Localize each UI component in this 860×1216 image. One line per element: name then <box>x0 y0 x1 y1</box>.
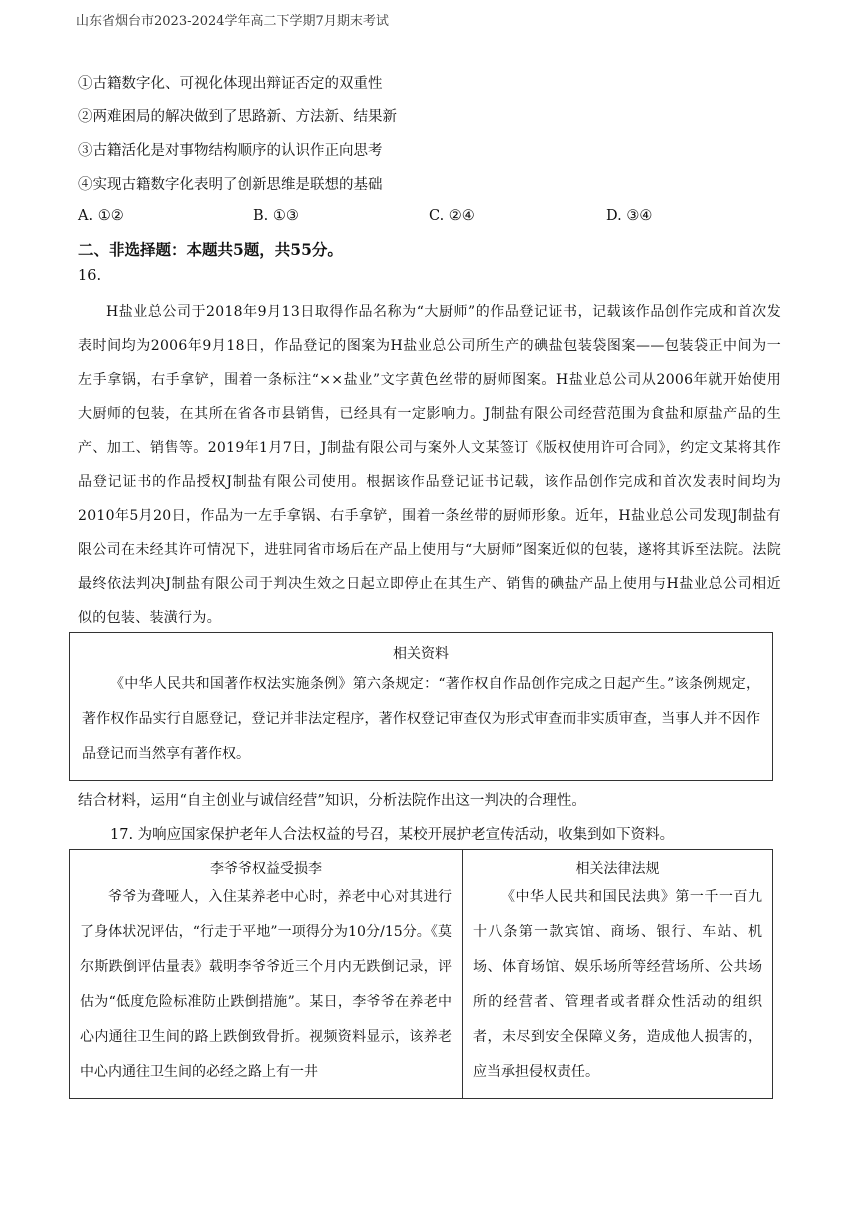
option-c: C. ②④ <box>429 208 475 224</box>
left-cell-text: 爷爷为聋哑人，入住某养老中心时，养老中心对其进行了身体状况评估，“行走于平地”一项得分为10分/15分。《莫尔斯跌倒评估量表》载明李爷爷近三个月内无跌倒记录，评估为“低度危险标准防止跌倒措施”。某日，李爷爷在养老中心内通往卫生间的路上跌倒致骨折。视频资料显示，该养老中心内通往卫生间的必经之路上有一井 <box>80 889 452 1080</box>
section-title: 二、非选择题：本题共5题，共55分。 <box>78 240 343 259</box>
option-b: B. ①③ <box>253 208 299 224</box>
box-text: 《中华人民共和国著作权法实施条例》第六条规定：“著作权自作品创作完成之日起产生。”该条例规定，著作权作品实行自愿登记，登记并非法定程序，著作权登记审查仅为形式审查而非实质审查，当事人并不因作品登记而当然享有著作权。 <box>82 676 760 762</box>
question-16-number: 16. <box>78 268 102 284</box>
statement-1: ①古籍数字化、可视化体现出辩证否定的双重性 <box>78 76 383 92</box>
option-d: D. ③④ <box>606 208 653 224</box>
question-17-table <box>69 849 773 1099</box>
related-materials-box <box>69 632 773 781</box>
statement-4: ④实现古籍数字化表明了创新思维是联想的基础 <box>78 177 383 193</box>
right-cell-text: 《中华人民共和国民法典》第一千一百九十八条第一款宾馆、商场、银行、车站、机场、体育场馆、娱乐场所等经营场所、公共场所的经营者、管理者或者群众性活动的组织者，未尽到安全保障义务，造成他人损害的，应当承担侵权责任。 <box>473 889 762 1080</box>
statement-3: ③古籍活化是对事物结构顺序的认识作正向思考 <box>78 143 383 159</box>
question-16-prompt: 结合材料，运用“自主创业与诚信经营”知识，分析法院作出这一判决的合理性。 <box>78 793 586 809</box>
table-right-cell <box>463 850 772 1098</box>
box-title: 相关资料 <box>393 646 449 662</box>
option-a: A. ①② <box>78 208 124 224</box>
right-cell-title: 相关法律法规 <box>575 861 660 877</box>
left-cell-title: 李爷爷权益受损李 <box>210 861 322 877</box>
material-paragraph: H盐业总公司于2018年9月13日取得作品名称为“大厨师”的作品登记证书，记载该作品创作完成和首次发表时间均为2006年9月18日，作品登记的图案为H盐业总公司所生产的碘盐包装袋图案——包装袋正中间为一左手拿锅，右手拿铲，围着一条标注“××盐业”文字黄色丝带的厨师图案。H盐业总公司从2006年就开始使用大厨师的包装，在其所在省各市县销售，已经具有一定影响力。J制盐有限公司经营范围为食盐和原盐产品的生产、加工、销售等。2019年1月7日，J制盐有限公司与案外人文某签订《版权使用许可合同》，约定文某将其作品登记证书的作品授权J制盐有限公司使用。根据该作品登记证书记载，该作品创作完成和首次发表时间均为2010年5月20日，作品为一左手拿锅、右手拿铲，围着一条丝带的厨师形象。近年，H盐业总公司发现J制盐有限公司在未经其许可情况下，进驻同省市场后在产品上使用与“大厨师”图案近似的包装，遂将其诉至法院。法院最终依法判决J制盐有限公司于判决生效之日起立即停止在其生产、销售的碘盐产品上使用与H盐业总公司相近似的包装、装潢行为。 <box>78 304 781 626</box>
table-left-cell <box>70 850 462 1098</box>
page-header: 山东省烟台市2023-2024学年高二下学期7月期末考试 <box>76 14 389 29</box>
question-16-material <box>78 295 781 635</box>
question-17-intro: 17. 为响应国家保护老年人合法权益的号召，某校开展护老宣传活动，收集到如下资料。 <box>110 827 675 843</box>
statement-2: ②两难困局的解决做到了思路新、方法新、结果新 <box>78 109 397 125</box>
